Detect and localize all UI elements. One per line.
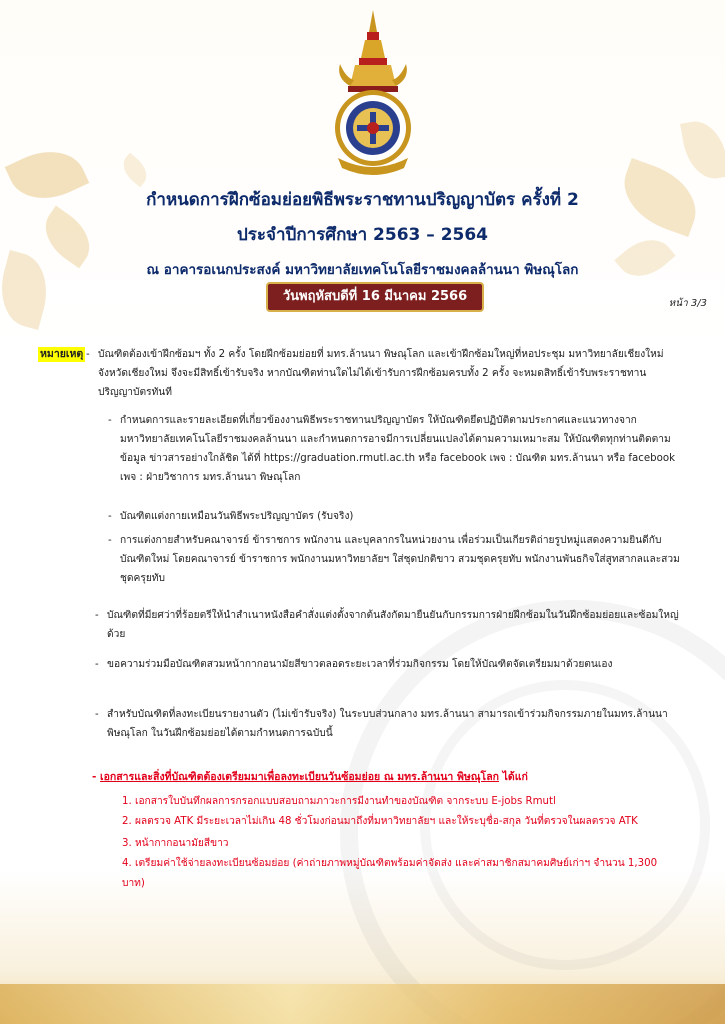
decorative-leaf [117,153,153,188]
footer-gold-band [0,984,725,1024]
requirements-list [122,792,682,894]
requirement-item: 2. ผลตรวจ ATK มีระยะเวลาไม่เกิน 48 ชั่วโมงก่อนมาถึงที่มหาวิทยาลัยฯ และให้ระบุชื่อ-สกุล วันที่ตรวจในผลตรวจ ATK [122,816,638,827]
note-item: - สำหรับบัณฑิตที่ลงทะเบียนรายงานตัว (ไม่เข้ารับจริง) ในระบบส่วนกลาง มทร.ล้านนา สามารถเข้าร่วมกิจกรรมภายในมทร.ล้านนา พิษณุโลก ในวันฝึกซ้อมย่อยได้ตามกำหนดการฉบับนี้ [95,709,668,739]
requirement-item: 1. เอกสารใบบันทึกผลการกรอกแบบสอบถามภาวะการมีงานทำของบัณฑิต จากระบบ E-jobs Rmutl [122,796,556,807]
note-item: - บัณฑิตที่มียศว่าที่ร้อยตรีให้นำสำเนาหนังสือคำสั่งแต่งตั้งจากต้นสังกัดมายืนยันกับกรรมการฝ่ายฝึกซ้อมในวันฝึกซ้อมย่อยและซ้อมใหญ่ด้วย [95,610,679,640]
note-item: - กำหนดการและรายละเอียดที่เกี่ยวข้องงานพิธีพระราชทานปริญญาบัตร ให้บัณฑิตยึดปฏิบัติตามประกาศและแนวทางจากมหาวิทยาลัยเทคโนโลยีราชมงคลล้านนา และกำหนดการอาจมีการเปลี่ยนแปลงได้ตามความเหมาะสม ให้บัณฑิตทุกท่านติดตามข้อมูล ข่าวสารอย่างใกล้ชิด ได้ที่ https://graduation.rmutl.ac.th หรือ facebook เพจ : บัณฑิต มทร.ล้านนา หรือ facebook เพจ : ฝ่ายวิชาการ มทร.ล้านนา พิษณุโลก [108,415,675,483]
date-badge: วันพฤหัสบดีที่ 16 มีนาคม 2566 [266,282,484,312]
venue: ณ อาคารอเนกประสงค์ มหาวิทยาลัยเทคโนโลยีราชมงคลล้านนา พิษณุโลก [146,262,579,278]
note-item: - การแต่งกายสำหรับคณาจารย์ ข้าราชการ พนักงาน และบุคลากรในหน่วยงาน เพื่อร่วมเป็นเกียรติถ่ายรูปหมู่แสดงความยินดีกับบัณฑิตใหม่ โดยคณาจารย์ ข้าราชการ พนักงานมหาวิทยาลัยฯ ใส่ชุดปกติขาว สวมชุดครุยทับ พนักงานพันธกิจใส่สูทสากลและสวมชุดครุยทับ [108,535,680,584]
requirement-item: 4. เตรียมค่าใช้จ่ายลงทะเบียนซ้อมย่อย (ค่าถ่ายภาพหมู่บัณฑิตพร้อมค่าจัดส่ง และค่าสมาชิกสมาคมศิษย์เก่าฯ จำนวน 1,300 บาท) [122,858,658,889]
university-emblem-icon [330,8,416,176]
requirement-item: 3. หน้ากากอนามัยสีขาว [122,838,229,849]
document-title: กำหนดการฝึกซ้อมย่อยพิธีพระราชทานปริญญาบัตร ครั้งที่ 2 [146,190,579,210]
requirements-dash: - [92,771,97,783]
note-item: - ขอความร่วมมือบัณฑิตสวมหน้ากากอนามัยสีขาวตลอดระยะเวลาที่ร่วมกิจกรรม โดยให้บัณฑิตจัดเตรียมมาด้วยตนเอง [95,659,613,670]
requirements-heading-tail: ได้แก่ [502,771,528,783]
notes-label: หมายเหตุ [40,348,84,360]
academic-year: ประจำปีการศึกษา 2563 – 2564 [236,225,489,245]
note-item: - บัณฑิตต้องเข้าฝึกซ้อมฯ ทั้ง 2 ครั้ง โดยฝึกซ้อมย่อยที่ มทร.ล้านนา พิษณุโลก และเข้าฝึกซ้อมใหญ่ที่หอประชุม มหาวิทยาลัยเชียงใหม่จังหวัดเชียงใหม่ จึงจะมีสิทธิ์เข้ารับจริง หากบัณฑิตท่านใดไม่ได้เข้ารับการฝึกซ้อมครบทั้ง 2 ครั้ง จะหมดสิทธิ์เข้ารับพระราชทานปริญญาบัตรทันที [86,349,664,398]
note-item: - บัณฑิตแต่งกายเหมือนวันพิธีพระปริญญาบัตร (รับจริง) [108,511,354,522]
decorative-leaf [680,117,725,183]
page-number: หน้า 3/3 [668,298,707,309]
requirements-heading [92,768,692,785]
requirements-heading-text: เอกสารและสิ่งที่บัณฑิตต้องเตรียมมาเพื่อลงทะเบียนวันซ้อมย่อย ณ มทร.ล้านนา พิษณุโลก [100,771,499,783]
